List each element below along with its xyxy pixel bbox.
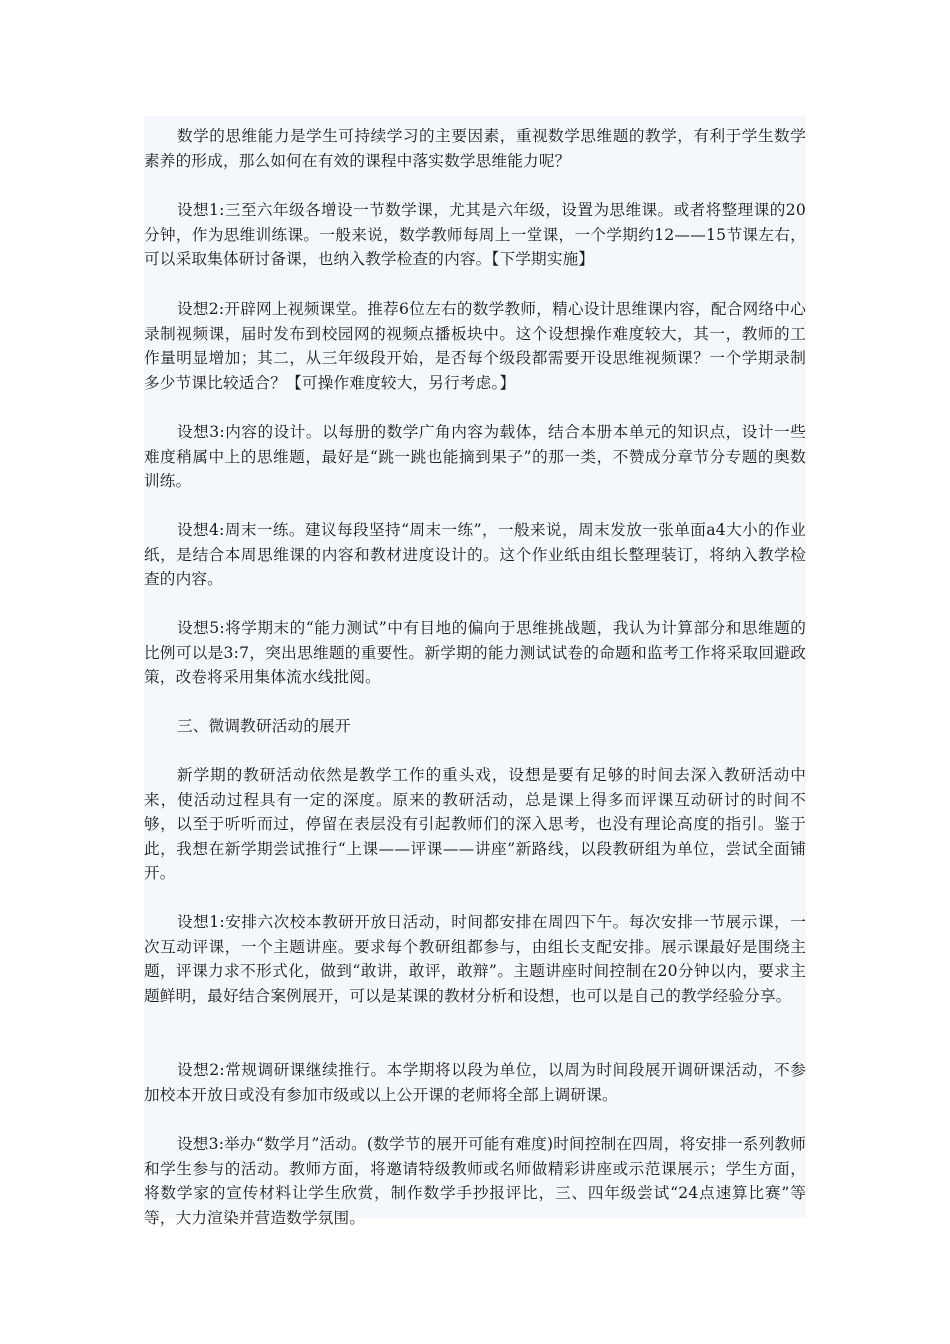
paragraph-research-intro: 新学期的教研活动依然是教学工作的重头戏，设想是要有足够的时间去深入教研活动中来，使活动过程具有一定的深度。原来的教研活动，总是课上得多而评课互动研讨的时间不够，以至于听听而过，停留在表层没有引起教师们的深入思考，也没有理论高度的指引。鉴于此，我想在新学期尝试推行“上课——评课——讲座”新路线，以段教研组为单位，尝试全面铺开。: [144, 766, 806, 882]
paragraph-idea-2: 设想2:开辟网上视频课堂。推荐6位左右的数学教师，精心设计思维课内容，配合网络中心录制视频课，届时发布到校园网的视频点播板块中。这个设想操作难度较大，其一，教师的工作量明显增加；其二，从三年级段开始，是否每个级段都需要开设思维视频课？一个学期录制多少节课比较适合？【可操作难度较大，另行考虑。】: [144, 300, 806, 392]
paragraph-research-idea-3: 设想3:举办“数学月”活动。(数学节的展开可能有难度)时间控制在四周，将安排一系列教师和学生参与的活动。教师方面，将邀请特级教师或名师做精彩讲座或示范课展示；学生方面，将数学家的宣传材料让学生欣赏，制作数学手抄报评比，三、四年级尝试“24点速算比赛”等等，大力渲染并营造数学氛围。: [144, 1135, 806, 1227]
paragraph-research-idea-2: 设想2:常规调研课继续推行。本学期将以段为单位，以周为时间段展开调研课活动，不参加校本开放日或没有参加市级或以上公开课的老师将全部上调研课。: [144, 1061, 806, 1104]
paragraph-idea-5: 设想5:将学期末的“能力测试”中有目地的偏向于思维挑战题，我认为计算部分和思维题的比例可以是3:7，突出思维题的重要性。新学期的能力测试试卷的命题和监考工作将采取回避政策，改卷将采用集体流水线批阅。: [144, 619, 806, 686]
paragraph-idea-3: 设想3:内容的设计。以每册的数学广角内容为载体，结合本册本单元的知识点，设计一些难度稍属中上的思维题，最好是“跳一跳也能摘到果子”的那一类，不赞成分章节分专题的奥数训练。: [144, 423, 806, 490]
paragraph-intro: 数学的思维能力是学生可持续学习的主要因素，重视数学思维题的教学，有利于学生数学素养的形成，那么如何在有效的课程中落实数学思维能力呢？: [144, 127, 806, 170]
paragraph-research-idea-1: 设想1:安排六次校本教研开放日活动，时间都安排在周四下午。每次安排一节展示课，一次互动评课，一个主题讲座。要求每个教研组都参与，由组长支配安排。展示课最好是围绕主题，评课力求不形式化，做到“敢讲，敢评，敢辩”。主题讲座时间控制在20分钟以内，要求主题鲜明，最好结合案例展开，可以是某课的教材分析和设想，也可以是自己的教学经验分享。: [144, 913, 806, 1005]
paragraph-idea-4: 设想4:周末一练。建议每段坚持“周末一练”，一般来说，周末发放一张单面a4大小的作业纸，是结合本周思维课的内容和教材进度设计的。这个作业纸由组长整理装订，将纳入教学检查的内容。: [144, 521, 806, 588]
section-heading-3: 三、微调教研活动的展开: [177, 717, 351, 735]
document-body: [144, 116, 806, 1227]
paragraph-idea-1: 设想1:三至六年级各增设一节数学课，尤其是六年级，设置为思维课。或者将整理课的20分钟，作为思维训练课。一般来说，数学教师每周上一堂课，一个学期约12——15节课左右，可以采取集体研讨备课，也纳入教学检查的内容。【下学期实施】: [144, 201, 806, 268]
